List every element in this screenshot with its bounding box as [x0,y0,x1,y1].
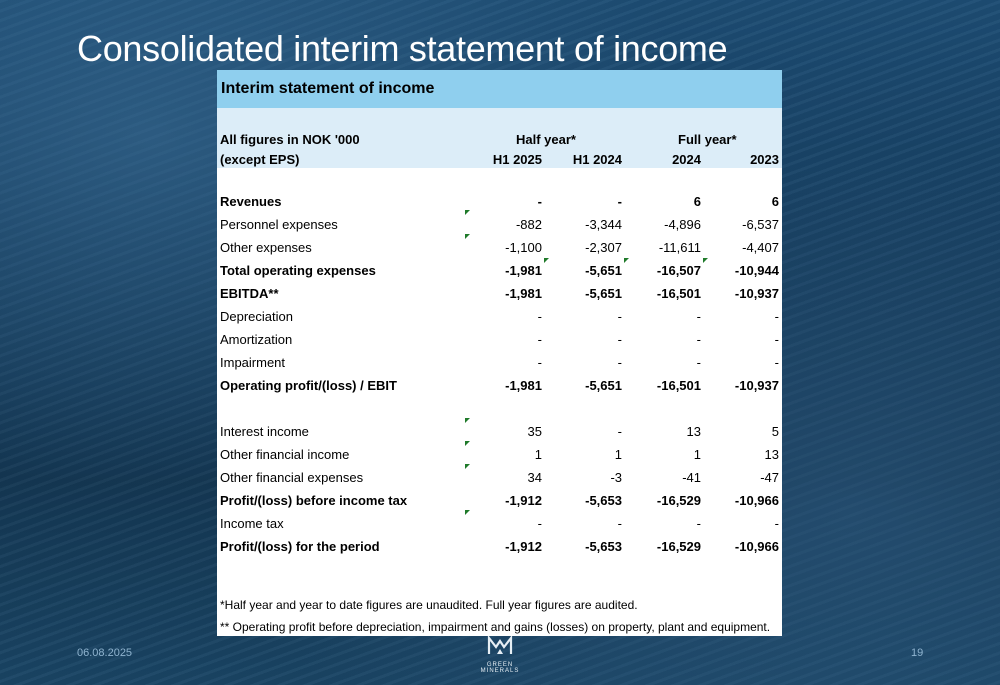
row-value-cell: - [537,355,542,370]
col-header-2023: 2023 [750,152,779,167]
row-value-cell: -10,937 [734,378,779,393]
row-value-cell: -1,100 [505,240,542,255]
row-value-cell: -2,307 [585,240,622,255]
row-value-cell: 34 [527,470,542,485]
table-title: Interim statement of income [221,80,435,97]
row-value-cell: - [617,516,622,531]
row-value-cell: - [617,309,622,324]
row-value-cell: -1,912 [505,493,542,508]
row-value-cell: - [774,332,779,347]
row-value-cell: - [617,355,622,370]
row-value-cell: -5,651 [585,378,622,393]
row-value-cell: - [617,424,622,439]
row-value-cell: - [696,355,701,370]
row-value-cell: -10,944 [734,263,779,278]
row-label: Operating profit/(loss) / EBIT [220,378,397,393]
row-label: Interest income [220,424,309,439]
row-label: Profit/(loss) before income tax [220,493,408,508]
row-value-cell: -1,981 [505,378,542,393]
row-label: Depreciation [220,309,293,324]
row-value-cell: -1,912 [505,539,542,554]
row-label: Amortization [220,332,293,347]
units-line-1: All figures in NOK '000 [220,132,360,147]
row-value-cell: -10,937 [734,286,779,301]
comment-marker-icon [465,510,470,515]
comment-marker-icon [465,210,470,215]
row-value-cell: -41 [682,470,701,485]
col-header-h1-2025: H1 2025 [492,152,542,167]
comment-marker-icon [465,234,470,239]
row-label: EBITDA** [220,286,279,301]
col-header-h1-2024: H1 2024 [572,152,622,167]
row-value-cell: -3 [610,470,622,485]
row-value-cell: -3,344 [585,217,622,232]
row-value-cell: -5,653 [585,493,622,508]
comment-marker-icon [624,258,629,263]
logo-wordmark: GREEN MINERALS [480,662,520,674]
row-value-cell: - [537,194,542,209]
row-value-cell: -10,966 [734,539,779,554]
row-value-cell: 6 [771,194,779,209]
company-logo [470,636,530,674]
comment-marker-icon [544,258,549,263]
row-label: Profit/(loss) for the period [220,539,380,554]
comment-marker-icon [465,464,470,469]
row-value-cell: -16,507 [656,263,701,278]
row-value-cell: - [696,309,701,324]
row-value-cell: 1 [693,447,701,462]
row-value-cell: -10,966 [734,493,779,508]
comment-marker-icon [465,441,470,446]
row-value-cell: -11,611 [658,240,701,255]
row-label: Impairment [220,355,286,370]
row-value-cell: 1 [534,447,542,462]
row-value-cell: 13 [764,447,779,462]
row-value-cell: 1 [614,447,622,462]
row-value-cell: - [696,516,701,531]
row-value-cell: - [537,516,542,531]
row-value-cell: -6,537 [742,217,779,232]
row-label: Total operating expenses [220,263,376,278]
row-value-cell: - [537,309,542,324]
row-value-cell: -5,653 [585,539,622,554]
row-value-cell: -5,651 [585,286,622,301]
row-value-cell: - [696,332,701,347]
income-statement-table [217,70,782,636]
row-label: Other expenses [220,240,312,255]
footer-page-number: 19 [911,647,924,659]
row-label: Revenues [220,194,282,209]
row-value-cell: - [617,332,622,347]
row-value-cell: -5,651 [585,263,622,278]
row-value-cell: -1,981 [505,263,542,278]
row-value-cell: -16,529 [656,539,701,554]
row-label: Other financial expenses [220,470,364,485]
row-value-cell: - [774,309,779,324]
group-header-full-year: Full year* [678,132,737,147]
footnote-audited: *Half year and year to date figures are unaudited. Full year figures are audited. [220,598,638,612]
row-value-cell: 5 [771,424,779,439]
row-label: Income tax [220,516,284,531]
comment-marker-icon [703,258,708,263]
row-value-cell: -882 [515,217,542,232]
col-header-2024: 2024 [672,152,701,167]
table-title-bar [217,70,782,108]
row-value-cell: - [774,516,779,531]
row-value-cell: -16,501 [656,378,701,393]
row-value-cell: -16,501 [656,286,701,301]
row-value-cell: -1,981 [505,286,542,301]
row-value-cell: -16,529 [656,493,701,508]
row-value-cell: - [537,332,542,347]
row-value-cell: - [617,194,622,209]
row-value-cell: 13 [686,424,701,439]
row-label: Personnel expenses [220,217,338,232]
footer-date: 06.08.2025 [77,647,133,659]
row-value-cell: 35 [527,424,542,439]
row-value-cell: 6 [693,194,701,209]
units-line-2: (except EPS) [220,152,300,167]
footnote-ebitda: ** Operating profit before depreciation, impairment and gains (losses) on property, plant and equipment. [220,620,771,634]
slide-title: Consolidated interim statement of income [77,28,728,69]
row-value-cell: -4,896 [664,217,701,232]
comment-marker-icon [465,418,470,423]
row-label: Other financial income [220,447,350,462]
green-minerals-logo-icon [487,636,513,656]
row-value-cell: -47 [760,470,779,485]
row-value-cell: - [774,355,779,370]
group-header-half-year: Half year* [516,132,576,147]
row-value-cell: -4,407 [742,240,779,255]
